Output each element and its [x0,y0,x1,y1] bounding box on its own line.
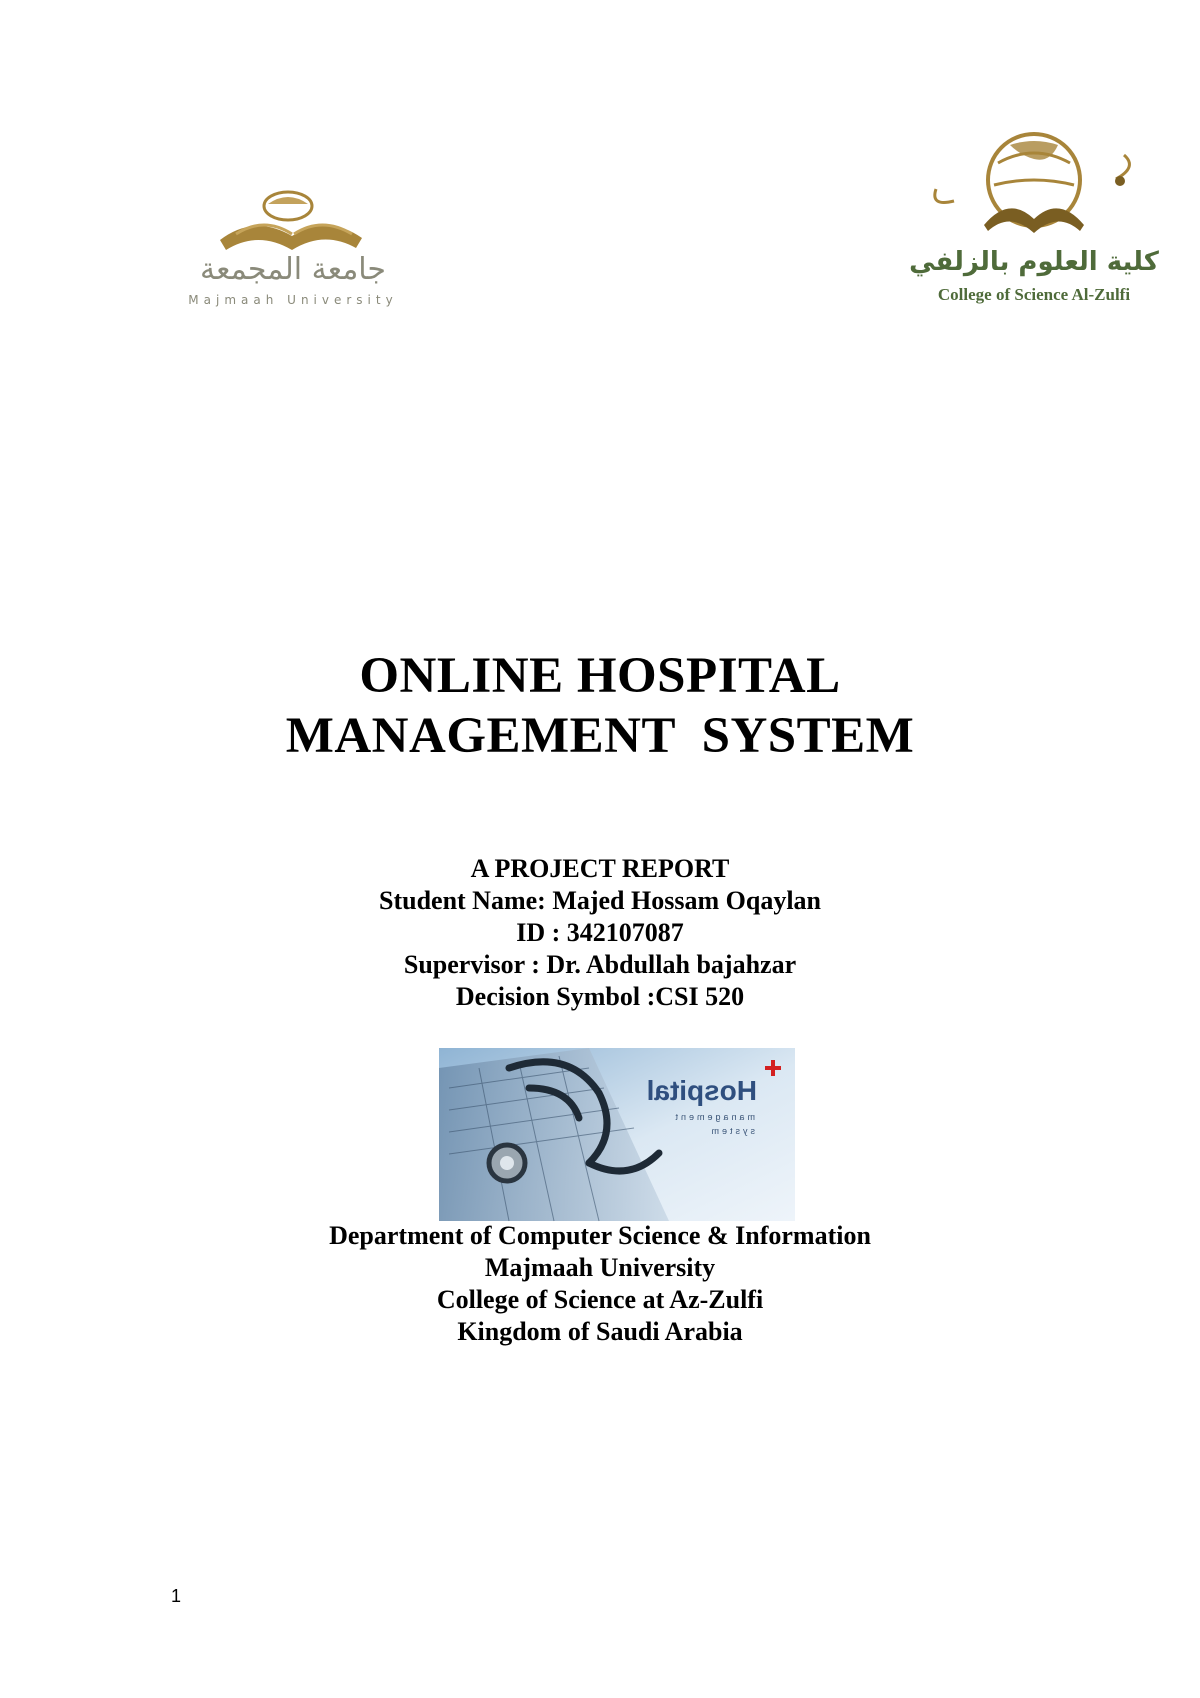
university: Majmaah University [484,1253,716,1282]
department: Department of Computer Science & Information [329,1221,871,1250]
logo-right-arabic: كلية العلوم بالزلفي [909,247,1159,277]
logo-left-english: Majmaah University [188,293,398,307]
report-type: A PROJECT REPORT [470,854,730,883]
title-line-1: ONLINE HOSPITAL [359,648,841,704]
book-emblem-icon [220,192,362,250]
cover-label-system: system [708,1126,755,1136]
country: Kingdom of Saudi Arabia [457,1317,743,1346]
affiliation-block [0,1220,1200,1348]
student-id: ID : 342107087 [516,918,684,947]
majmaah-university-logo [176,182,410,322]
report-info [0,853,1200,1013]
college: College of Science at Az-Zulfi [436,1285,764,1314]
cover-label-management: management [672,1112,755,1122]
supervisor: Supervisor : Dr. Abdullah bajahzar [403,950,797,979]
student-name: Student Name: Majed Hossam Oqaylan [378,886,821,915]
logo-right-english: College of Science Al-Zulfi [937,285,1131,304]
decision-symbol: Decision Symbol :CSI 520 [455,982,745,1011]
logo-left-arabic: جامعة المجمعة [200,252,386,287]
college-of-science-logo [909,125,1159,315]
globe-book-emblem-icon [935,134,1130,233]
title-line-2: MANAGEMENT SYSTEM [285,708,915,764]
report-title [0,646,1200,766]
hospital-cover-image [439,1048,795,1221]
page-number: 1 [171,1586,182,1606]
cover-label-hospital: Hospital [646,1075,757,1106]
